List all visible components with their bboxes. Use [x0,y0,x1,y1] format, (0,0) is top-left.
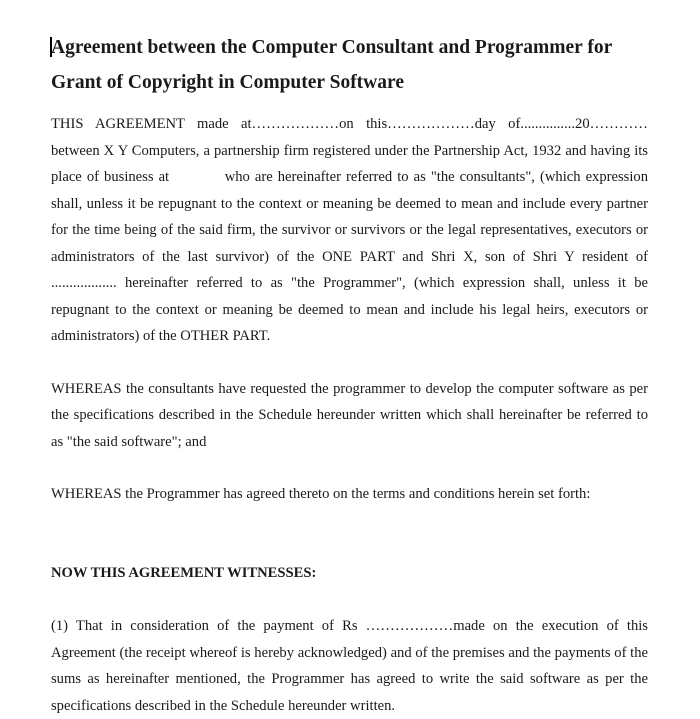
witnesses-heading: NOW THIS AGREEMENT WITNESSES: [51,564,317,581]
whereas-paragraph-2: WHEREAS the Programmer has agreed thereto on the terms and conditions herein set forth: [51,486,591,502]
title-line-2: Grant of Copyright in Computer Software [51,72,404,93]
text-cursor [50,37,52,57]
clause-1-paragraph: (1) That in consideration of the payment of Rs ………………made on the execution of this Agreement (the receipt whereof is hereby acknowledged) and of the premises and the payments of the sums as hereinafter mentioned, the Programmer has agreed to write the said software as per the specifications described in the Schedule hereunder written. [51,618,648,714]
whereas-paragraph-1: WHEREAS the consultants have requested the programmer to develop the computer software as per the specifications described in the Schedule hereunder written which shall hereinafter be referred to as "the said software"; and [51,380,648,450]
document-title [51,30,648,100]
title-line-1: Agreement between the Computer Consultant and Programmer for [51,37,613,58]
agreement-paragraph: THIS AGREEMENT made at………………on this………………day of...............20………… between X Y Computers, a partnership firm registered under the Partnership Act, 1932 and having its place of business at who are hereinafter referred to as "the consultants", (which expression shall, unless it be repugnant to the context or meaning be deemed to mean and include every partner for the time being of the said firm, the survivor or survivors or the legal representatives, executors or administrators of the last survivor) of the ONE PART and Shri X, son of Shri Y resident of .................. hereinafter referred to as "the Programmer", (which expression shall, unless it be repugnant to the context or meaning be deemed to mean and include his legal heirs, executors or administrators) of the OTHER PART. [51,116,648,344]
document-page [51,30,648,719]
